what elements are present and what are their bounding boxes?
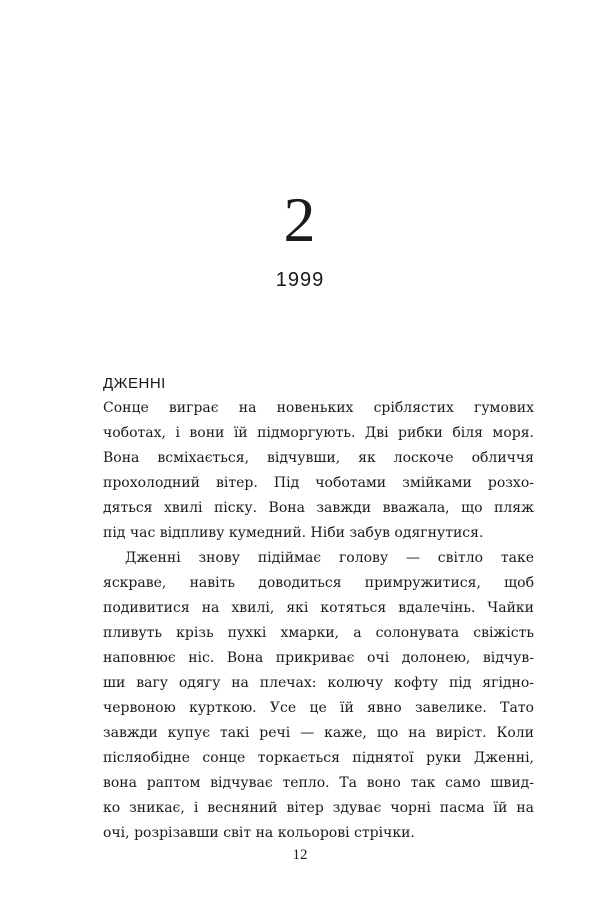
narrator-heading: ДЖЕННІ [103, 375, 166, 392]
text-line: ши вагу одягу на плечах: колючу кофту під ягідно- [103, 675, 534, 691]
text-line: прохолодний вітер. Під чоботами змійками розхо- [103, 475, 534, 491]
chapter-number: 2 [283, 184, 317, 255]
text-line: очі, розрізавши світ на кольорові стрічки. [103, 825, 415, 841]
text-line: подивитися на хвилі, які котяться вдалечінь. Чайки [103, 600, 534, 616]
text-line: червоною курткою. Усе це їй явно завелике. Тато [103, 700, 534, 716]
text-line: пливуть крізь пухкі хмарки, а солонувата свіжість [103, 625, 534, 641]
text-line: ко зникає, і весняний вітер здуває чорні пасма їй на [103, 800, 534, 816]
text-line: вона раптом відчуває тепло. Та воно так само швид- [103, 775, 534, 791]
text-line: під час відпливу кумедний. Ніби забув одягнутися. [103, 525, 484, 541]
text-line: завжди купує такі речі — каже, що на виріст. Коли [103, 725, 534, 741]
page-number: 12 [292, 847, 308, 863]
paragraph-2 [103, 546, 534, 846]
text-line: чоботах, і вони їй підморгують. Дві рибки біля моря. [103, 425, 534, 441]
chapter-text [103, 371, 534, 846]
paragraph-1 [103, 396, 534, 546]
text-line: дяться хвилі піску. Вона завжди вважала, що пляж [103, 500, 534, 516]
text-line: післяобідне сонце торкається піднятої руки Дженні, [103, 750, 534, 766]
text-line: Дженні знову підіймає голову — світло таке [125, 550, 534, 566]
text-line: наповнює ніс. Вона прикриває очі долонею, відчув- [103, 650, 534, 666]
text-line: яскраве, навіть доводиться примружитися, щоб [103, 575, 534, 591]
chapter-year: 1999 [275, 269, 325, 291]
text-line: Сонце виграє на новеньких сріблястих гумових [103, 400, 534, 416]
text-line: Вона всміхається, відчувши, як лоскоче обличчя [103, 450, 534, 466]
